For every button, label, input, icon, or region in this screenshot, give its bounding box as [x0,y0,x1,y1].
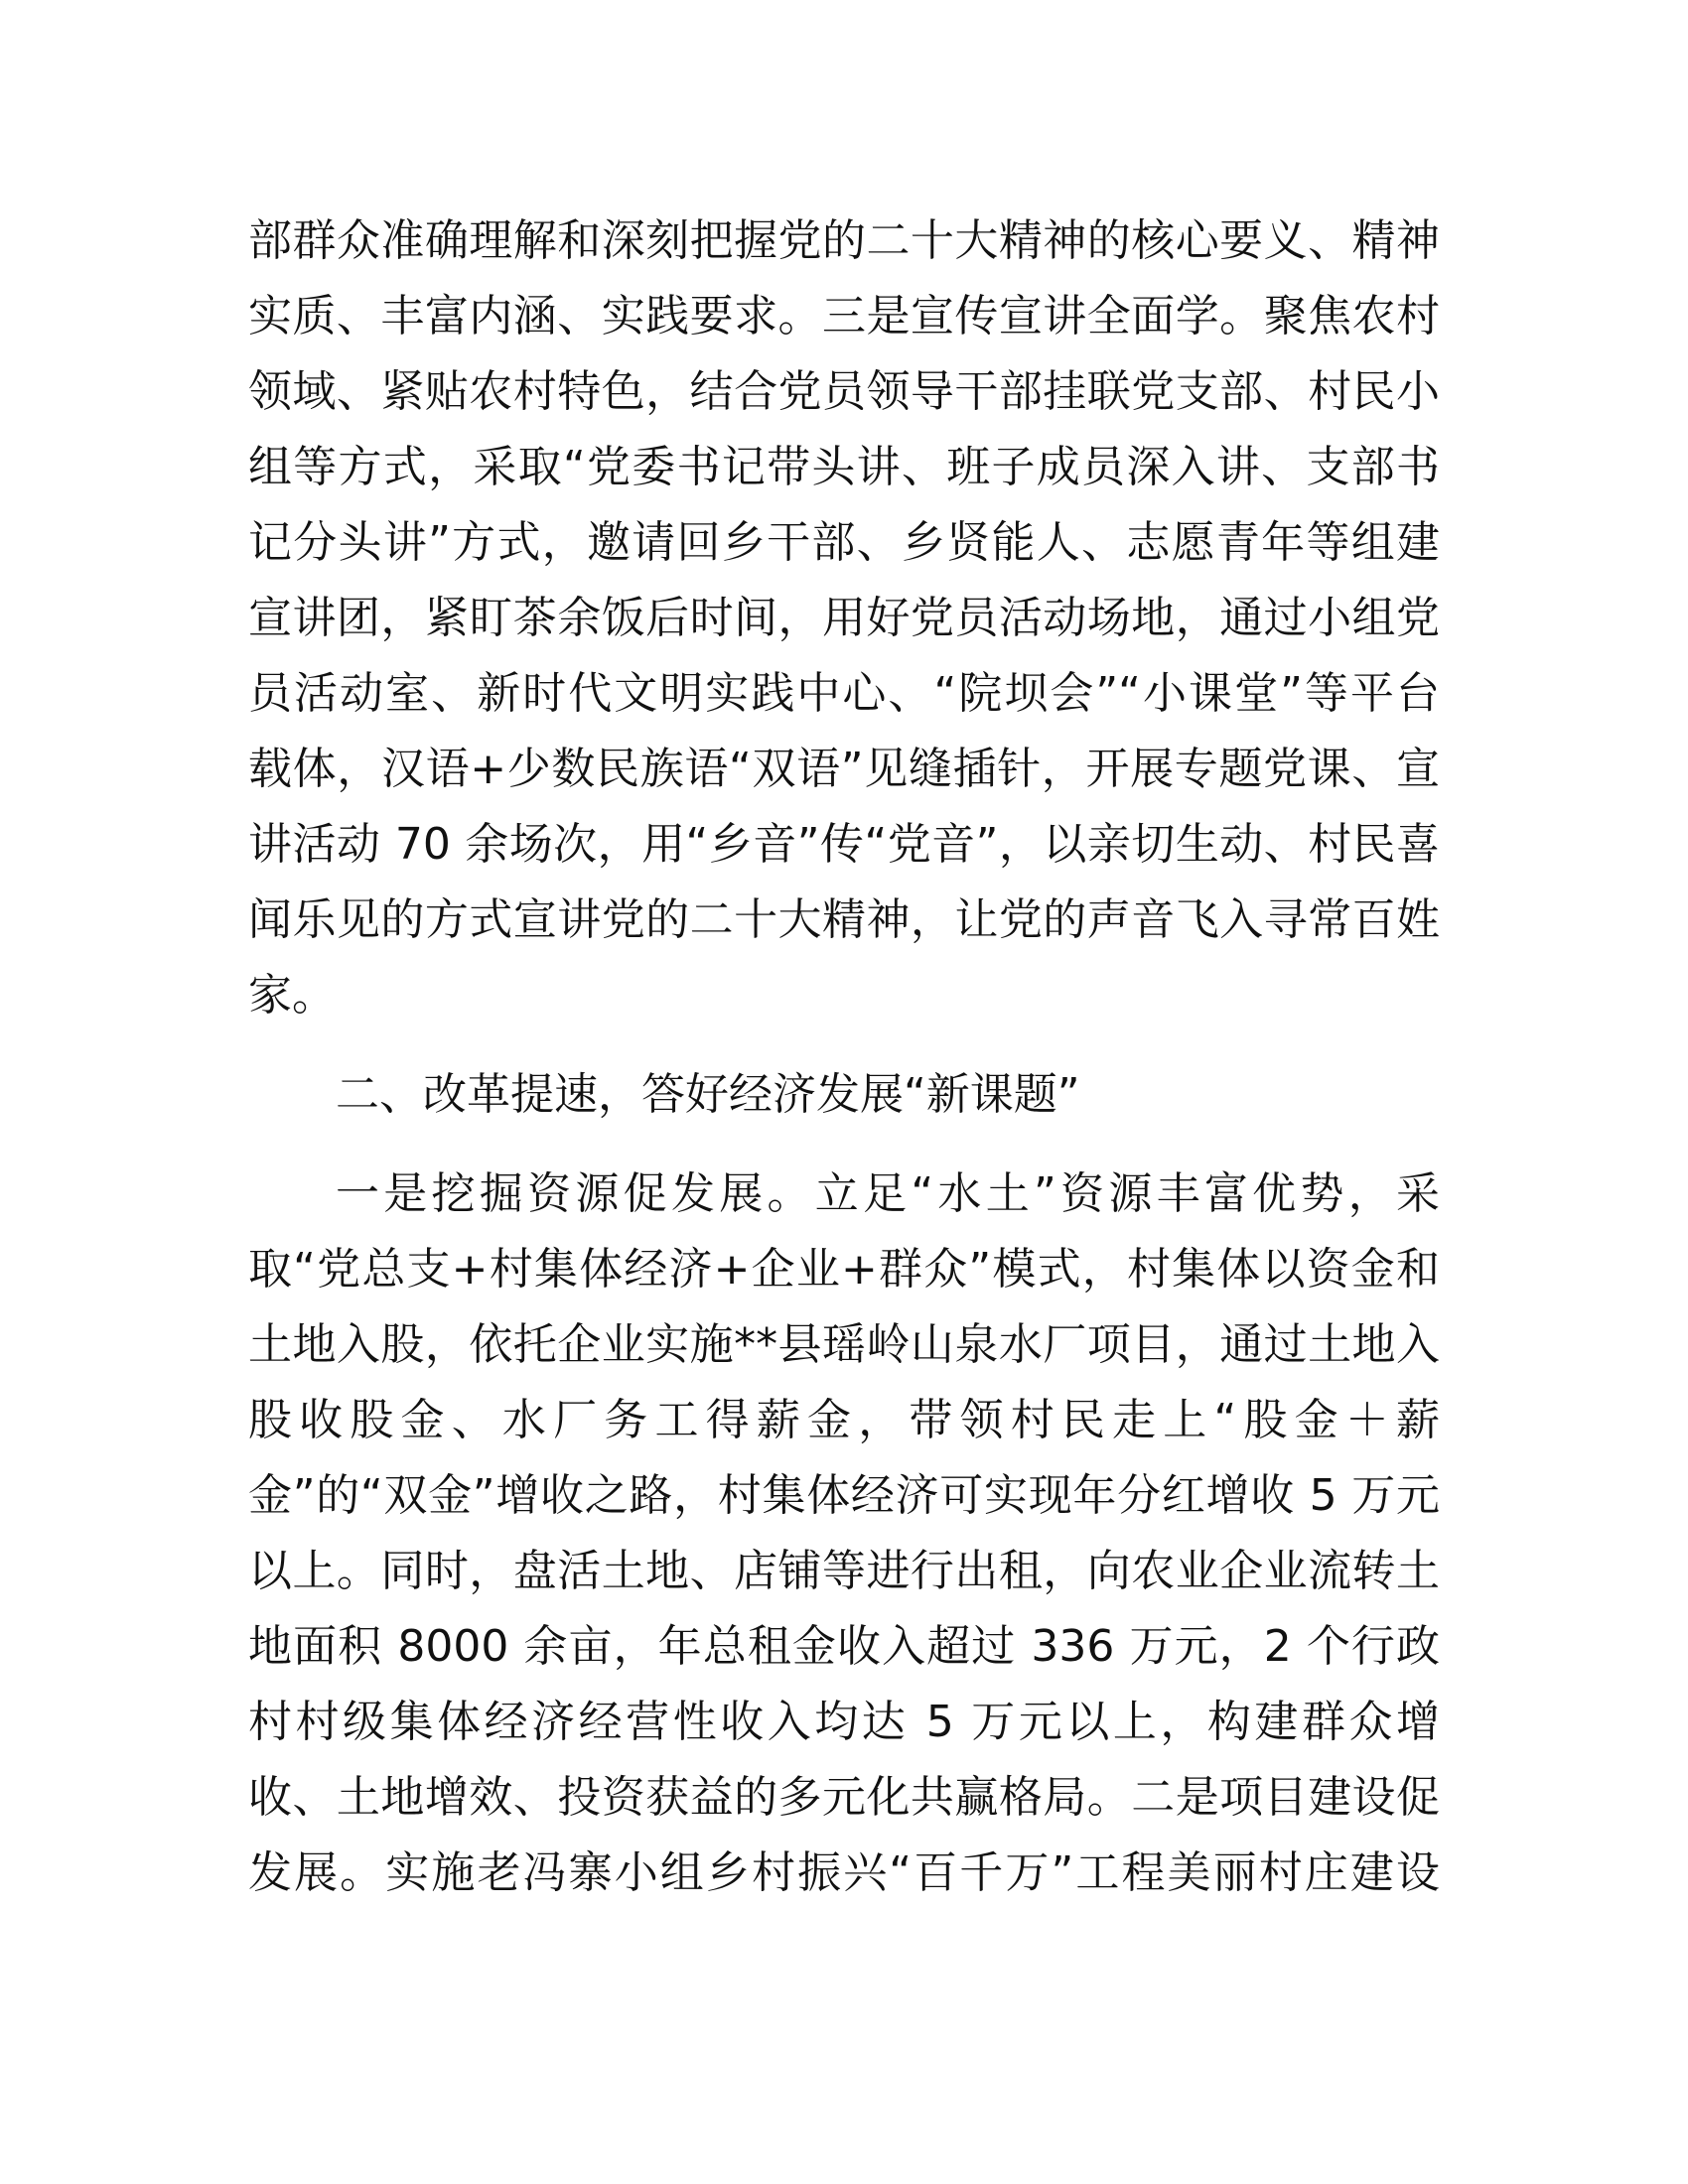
text-line: 讲活动 70 余场次，用“乡音”传“党音”，以亲切生动、村民喜 [248,819,1440,870]
text-line: 员活动室、新时代文明实践中心、“院坝会”“小课堂”等平台 [248,668,1440,719]
section-heading: 二、改革提速，答好经济发展“新课题” [336,1069,1080,1120]
text-line: 实质、丰富内涵、实践要求。三是宣传宣讲全面学。聚焦农村 [248,291,1440,341]
text-line: 发展。实施老冯寨小组乡村振兴“百千万”工程美丽村庄建设 [248,1847,1440,1898]
paragraph-gap [248,1133,1440,1157]
text-line: 闻乐见的方式宣讲党的二十大精神，让党的声音飞入寻常百姓 [248,894,1440,945]
document-body [248,204,1440,1911]
text-line: 宣讲团，紧盯茶余饭后时间，用好党员活动场地，通过小组党 [248,593,1440,643]
text-line: 取“党总支+村集体经济+企业+群众”模式，村集体以资金和 [248,1244,1440,1295]
text-line: 土地入股，依托企业实施**县瑶岭山泉水厂项目，通过土地入 [248,1319,1440,1370]
paragraph-1 [248,204,1440,1033]
text-line: 地面积 8000 余亩，年总租金收入超过 336 万元，2 个行政 [248,1621,1440,1672]
paragraph-gap [248,1033,1440,1057]
text-line: 组等方式，采取“党委书记带头讲、班子成员深入讲、支部书 [248,442,1440,492]
text-line: 收、土地增效、投资获益的多元化共赢格局。二是项目建设促 [248,1772,1440,1823]
text-line: 部群众准确理解和深刻把握党的二十大精神的核心要义、精神 [248,215,1440,266]
text-line: 领域、紧贴农村特色，结合党员领导干部挂联党支部、村民小 [248,366,1440,417]
text-line: 载体，汉语+少数民族语“双语”见缝插针，开展专题党课、宣 [248,744,1440,794]
text-line: 村村级集体经济经营性收入均达 5 万元以上，构建群众增 [248,1697,1440,1747]
text-line: 以上。同时，盘活土地、店铺等进行出租，向农业企业流转土 [248,1546,1440,1596]
text-line: 一是挖掘资源促发展。立足“水土”资源丰富优势，采 [336,1168,1440,1219]
text-line: 金”的“双金”增收之路，村集体经济可实现年分红增收 5 万元 [248,1470,1440,1521]
text-line: 股收股金、水厂务工得薪金，带领村民走上“股金＋薪 [248,1395,1440,1445]
text-line: 家。 [248,970,336,1021]
text-line: 记分头讲”方式，邀请回乡干部、乡贤能人、志愿青年等组建 [248,517,1440,568]
paragraph-2 [248,1157,1440,1911]
